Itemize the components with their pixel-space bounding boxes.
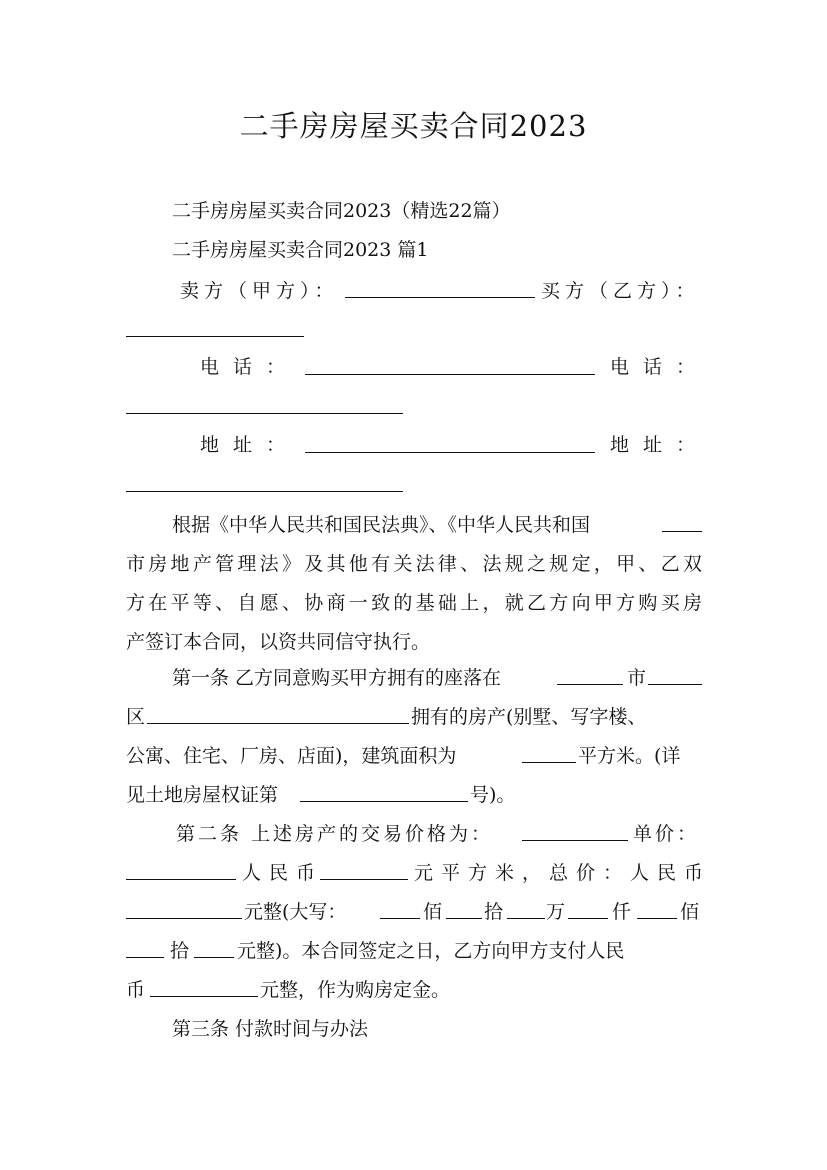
article-text: 第二条 上述房产的交易价格为： (176, 823, 494, 845)
article-text: 区 (126, 706, 146, 728)
blank (380, 918, 420, 919)
blank (300, 801, 468, 802)
article-text: 拾 (484, 901, 504, 923)
article-text: 币 (126, 979, 146, 1001)
article-text: 公寓、住宅、厂房、店面)，建筑面积为 (126, 745, 457, 767)
buyer-row (541, 279, 711, 303)
blank (648, 684, 702, 685)
phone-label-buyer: 电话： (610, 356, 710, 378)
blank (320, 879, 408, 880)
address-blank-seller (305, 452, 595, 453)
article-text: 号)。 (470, 784, 516, 806)
address-label-seller: 地址： (200, 434, 300, 456)
page-title: 二手房房屋买卖合同2023 (239, 109, 588, 143)
phone-blank-buyer (126, 413, 403, 414)
blank (662, 531, 702, 532)
toc-line: 二手房房屋买卖合同2023（精选22篇） (172, 200, 511, 222)
seller-blank (345, 297, 535, 298)
preamble-line: 市房地产管理法》及其他有关法律、法规之规定，甲、乙双 (126, 553, 702, 575)
toc-line: 二手房房屋买卖合同2023 篇1 (172, 239, 429, 261)
article-text: 单价： (633, 823, 700, 845)
article-text: 仟 (612, 901, 632, 923)
blank (568, 918, 608, 919)
blank (126, 957, 164, 958)
article-text: 元整，作为购房定金。 (260, 979, 451, 1001)
address-label-buyer: 地址： (610, 434, 710, 456)
blank (126, 918, 242, 919)
blank (637, 918, 677, 919)
blank (194, 957, 234, 958)
article-text: 佰 (680, 901, 700, 923)
article-text: 元平方米，总价：人民币 (414, 862, 712, 884)
preamble-line: 方在平等、自愿、协商一致的基础上，就乙方向甲方购买房 (126, 592, 702, 614)
article-text: 万 (546, 901, 566, 923)
article-text: 市 (627, 667, 647, 689)
article-text: 元整)。本合同签定之日，乙方向甲方支付人民 (237, 940, 625, 962)
blank (126, 879, 236, 880)
article-text: 拥有的房产(别墅、写字楼、 (411, 706, 647, 728)
blank (522, 762, 576, 763)
phone-blank-seller (305, 374, 595, 375)
article-text: 平方米。(详 (578, 745, 681, 767)
blank (147, 723, 409, 724)
seller-label: 卖方（甲方）： (180, 280, 339, 302)
address-blank-buyer (126, 491, 403, 492)
blank (150, 996, 258, 997)
article-text: 第三条 付款时间与办法 (172, 1018, 369, 1040)
article-text: 第一条 乙方同意购买甲方拥有的座落在 (172, 667, 502, 689)
phone-label-seller: 电话： (200, 356, 300, 378)
article-text: 元整(大写： (244, 901, 347, 923)
article-text: 拾 (170, 940, 190, 962)
blank (557, 684, 623, 685)
blank (507, 918, 545, 919)
preamble-line: 根据《中华人民共和国民法典》、《中华人民共和国 (172, 514, 591, 536)
article-text: 佰 (423, 901, 443, 923)
buyer-label: 买方（乙方）： (541, 280, 700, 302)
article-text: 人民币 (242, 862, 324, 884)
article-text: 见土地房屋权证第 (126, 784, 279, 806)
preamble-line: 产签订本合同，以资共同信守执行。 (126, 631, 431, 653)
blank (446, 918, 482, 919)
blank (522, 840, 628, 841)
buyer-blank (126, 336, 304, 337)
